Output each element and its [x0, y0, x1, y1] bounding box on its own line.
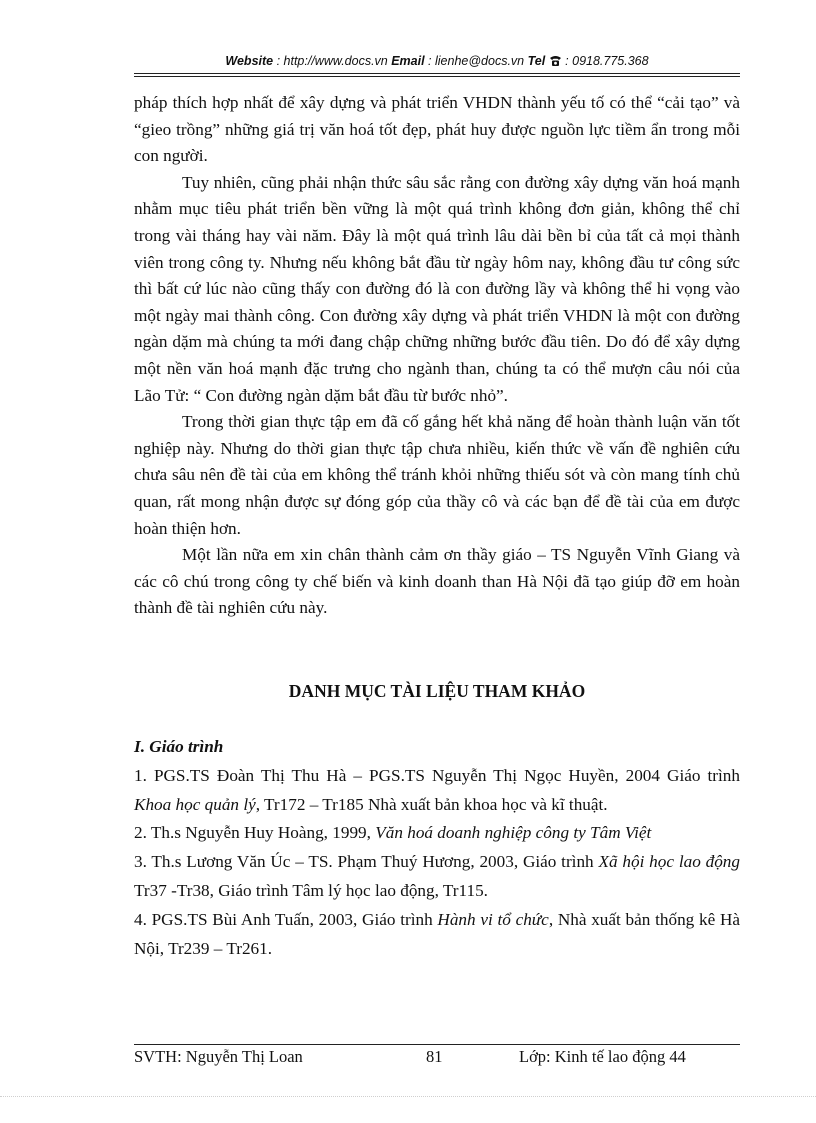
paragraph: Một lần nữa em xin chân thành cảm ơn thầy giáo – TS Nguyễn Vĩnh Giang và các cô chú trong công ty chế biến và kinh doanh than Hà Nội đã tạo giúp đỡ em hoàn thành đề tài nghiên cứu này.	[134, 545, 740, 618]
reference-item: 1. PGS.TS Đoàn Thị Thu Hà – PGS.TS Nguyễn Thị Ngọc Huyền, 2004 Giáo trình Khoa học quản lý, Tr172 – Tr185 Nhà xuất bản khoa học và kĩ thuật.	[134, 765, 740, 814]
header-rule-thin	[134, 76, 740, 77]
reference-item: 4. PGS.TS Bùi Anh Tuấn, 2003, Giáo trình Hành vi tổ chức, Nhà xuất bản thống kê Hà Nội, Tr239 – Tr261.	[134, 909, 740, 958]
phone-icon	[549, 55, 562, 70]
footer-class: Lớp: Kinh tế lao động 44	[519, 1047, 686, 1066]
header-rule-thick	[134, 73, 740, 74]
footer-author: SVTH: Nguyễn Thị Loan	[134, 1047, 303, 1066]
email-value: : lienhe@docs.vn	[424, 54, 528, 68]
paragraph: pháp thích hợp nhất để xây dựng và phát triển VHDN thành yếu tố có thể “cải tạo” và “gieo trồng” những giá trị văn hoá tốt đẹp, phát huy được nguồn lực tiềm ẩn trong mỗi con người.	[134, 93, 740, 166]
tel-value: : 0918.775.368	[561, 54, 649, 68]
tel-label: Tel	[527, 54, 546, 68]
references-list	[134, 733, 740, 963]
email-label: Email	[391, 54, 425, 68]
website-label: Website	[225, 54, 274, 68]
website-value: : http://www.docs.vn	[273, 54, 392, 68]
reference-item: 3. Th.s Lương Văn Úc – TS. Phạm Thuý Hương, 2003, Giáo trình Xã hội học lao động Tr37 -Tr38, Giáo trình Tâm lý học lao động, Tr115.	[134, 852, 740, 900]
paragraph: Trong thời gian thực tập em đã cố gắng hết khả năng để hoàn thành luận văn tốt nghiệp này. Nhưng do thời gian thực tập chưa nhiều, kiến thức về vấn đề nghiên cứu chưa sâu nên đề tài của em không thể tránh khỏi những thiếu sót và còn mang tính chủ quan, rất mong nhận được sự đóng góp của thầy cô và các bạn để đề tài của em được hoàn thiện hơn.	[134, 412, 740, 538]
reference-item: 2. Th.s Nguyễn Huy Hoàng, 1999, Văn hoá doanh nghiệp công ty Tâm Việt	[134, 823, 652, 843]
footer-rule	[134, 1044, 740, 1045]
references-title: DANH MỤC TÀI LIỆU THAM KHẢO	[288, 681, 586, 701]
page-header	[134, 54, 740, 72]
section-heading: I. Giáo trình	[134, 737, 224, 756]
page-number: 81	[426, 1047, 443, 1066]
page-bottom-divider	[0, 1096, 816, 1097]
body-text	[134, 90, 740, 622]
paragraph: Tuy nhiên, cũng phải nhận thức sâu sắc rằng con đường xây dựng văn hoá mạnh nhằm mục tiêu phát triển bền vững là một quá trình không đơn giản, không thể chỉ trong vài tháng hay vài năm. Đây là một quá trình lâu dài bền bỉ của tất cả mọi thành viên trong công ty. Nhưng nếu không bắt đầu từ ngày hôm nay, không đầu tư công sức thì bất cứ lúc nào cũng thấy con đường đó là con đường lầy và không thể hi vọng vào một ngày mai thành công. Con đường xây dựng và phát triển VHDN là một con đường ngàn dặm mà chúng ta mới đang chập chững những bước đầu tiên. Do đó để xây dựng một nền văn hoá mạnh đặc trưng cho ngành than, chúng ta có thể mượn câu nói của Lão Tử: “ Con đường ngàn dặm bắt đầu từ bước nhỏ”.	[134, 172, 740, 405]
